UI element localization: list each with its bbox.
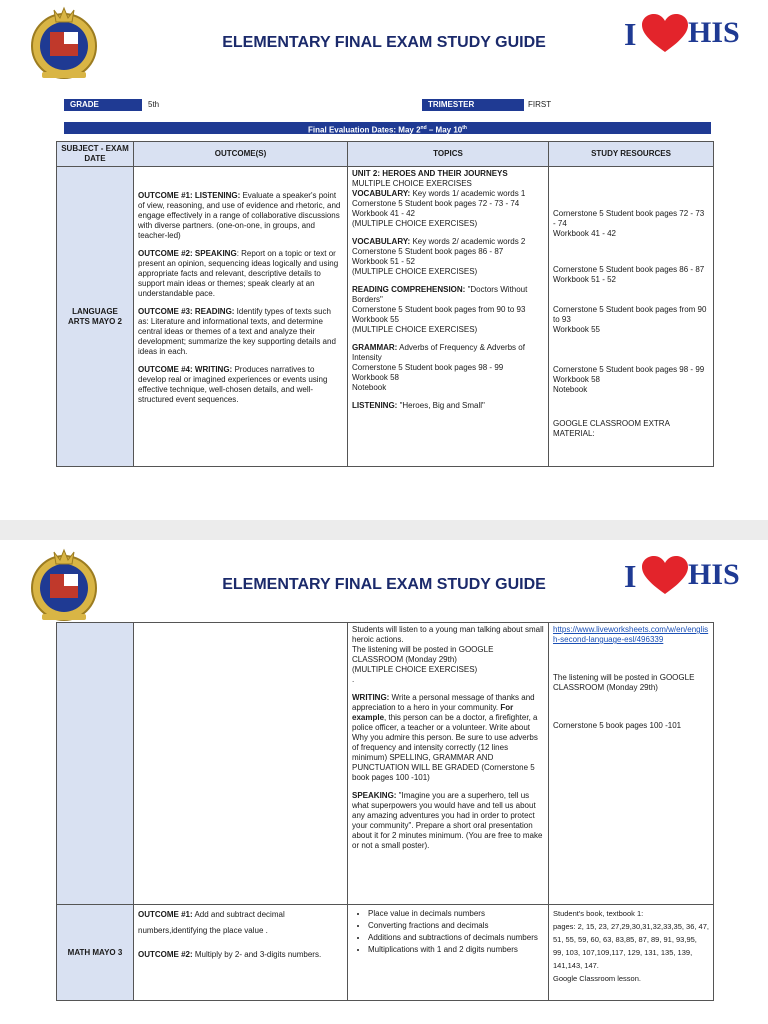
outcome-2-label: OUTCOME #2: SPEAKING — [138, 249, 237, 258]
logo-i-letter: I — [624, 558, 637, 594]
vocab-1-text: Key words 1/ academic words 1 — [410, 189, 526, 198]
resource-line: Workbook 51 - 52 — [553, 275, 616, 284]
logo-i-letter: I — [624, 16, 637, 52]
outcome-2-text: : Report on a topic or text or present an opinion, sequencing ideas logically and using appropriate facts and relevant, descriptive details to support main ideas or themes; speak clearly at an understandable pace. — [138, 249, 339, 298]
grade-value: 5th — [148, 100, 160, 109]
math-topics-list — [352, 909, 544, 955]
i-love-his-logo — [620, 556, 750, 598]
list-item: • Place value in decimals numbers — [368, 909, 544, 919]
topic-vocab-2 — [352, 237, 544, 277]
topic-grammar — [352, 343, 544, 393]
reading-line: Cornerstone 5 Student book pages from 90 to 93 — [352, 305, 526, 314]
outcome-1 — [138, 191, 343, 241]
reading-line: Workbook 55 — [352, 315, 399, 324]
vocab-2-label: VOCABULARY: — [352, 237, 411, 246]
outcome-3 — [138, 307, 343, 357]
math-outcome-1 — [138, 907, 343, 939]
subject-cell — [57, 167, 134, 467]
grammar-label: GRAMMAR: — [352, 343, 398, 352]
resource-line: Workbook 55 — [553, 325, 600, 334]
resource-line: Cornerstone 5 Student book pages from 90 to 93 — [553, 305, 707, 324]
language-arts-table — [56, 141, 714, 467]
listening-description: Students will listen to a young man talking about small heroic actions. — [352, 625, 544, 644]
math-resource-pages: pages: 2, 15, 23, 27,29,30,31,32,33,35, 36, 47, 51, 55, 59, 60, 63, 83,85, 87, 89, 91, 93,95, 99, 103, 107,109,117, 129, 131, 135, 139, 141,143, 147. — [553, 922, 709, 970]
math-outcome-2-label: OUTCOME #2: — [138, 950, 193, 959]
grammar-text: Adverbs of Frequency & Adverbs of Intensity — [352, 343, 525, 362]
grammar-line: Notebook — [352, 383, 387, 392]
page-title: ELEMENTARY FINAL EXAM STUDY GUIDE — [222, 576, 546, 593]
outcome-4 — [138, 365, 343, 405]
outcome-3-text: Identify types of texts such as: Literature and informational texts, and determine central ideas or themes of a text and analyze their development; summarize the key supporting details and ideas in each. — [138, 307, 336, 356]
writing-label: WRITING: — [352, 693, 390, 702]
listening-label: LISTENING: — [352, 401, 398, 410]
vocab-1-line: (MULTIPLE CHOICE EXERCISES) — [352, 219, 478, 228]
listening-posted: The listening will be posted in GOOGLE CLASSROOM (Monday 29th) — [352, 645, 494, 664]
topic-listening — [352, 401, 544, 411]
resource-book: Cornerstone 5 book pages 100 -101 — [553, 721, 682, 730]
outcome-2 — [138, 249, 343, 299]
resource-line: Workbook 58 — [553, 375, 600, 384]
reading-line: (MULTIPLE CHOICE EXERCISES) — [352, 325, 478, 334]
heart-icon — [642, 556, 688, 596]
heart-icon — [642, 14, 688, 54]
math-outcome-2-text: Multiply by 2- and 3-digits numbers. — [192, 950, 322, 959]
writing-text-cont: , this person can be a doctor, a firefighter, a police officer, a teacher or a volunteer. Write about Why you admire this person. Be sure to use adverbs of frequency and intensity correctly (12 lines minimum) SPELLING, GRAMMAR AND PUNCTUATION WILL BE GRADED (Cornerstone 5 book pages 100 -101) — [352, 713, 538, 782]
table-row — [57, 623, 714, 905]
list-item: • Converting fractions and decimals — [368, 921, 544, 931]
outcome-3-label: OUTCOME #3: READING: — [138, 307, 235, 316]
table-row — [57, 905, 714, 1001]
grade-bar — [64, 99, 711, 111]
subject-label: LANGUAGE ARTS MAYO 2 — [68, 306, 122, 326]
math-resource-book: Student's book, textbook 1: — [553, 909, 644, 918]
topics-cell — [348, 167, 549, 467]
topics-cell — [348, 905, 549, 1001]
listening-text: "Heroes, Big and Small" — [397, 401, 485, 410]
outcome-4-text: Produces narratives to develop real or imagined experiences or events using effective technique, well-chosen details, and well-structured event sequences. — [138, 365, 328, 404]
resource-line: Cornerstone 5 Student book pages 72 - 73 - 74 — [553, 209, 705, 228]
subject-cell — [57, 623, 134, 905]
math-outcome-1-text: Add and subtract decimal numbers,identifying the place value . — [138, 910, 285, 935]
outcome-4-label: OUTCOME #4: WRITING: — [138, 365, 233, 374]
page-separator — [0, 520, 768, 540]
reading-label: READING COMPREHENSION: — [352, 285, 466, 294]
grammar-line: Cornerstone 5 Student book pages 98 - 99 — [352, 363, 504, 372]
resources-cell — [549, 623, 714, 905]
listening-dot: . — [352, 675, 355, 684]
vocab-2-line: (MULTIPLE CHOICE EXERCISES) — [352, 267, 478, 276]
vocab-1-label: VOCABULARY: — [352, 189, 411, 198]
trimester-value: FIRST — [528, 100, 552, 109]
writing-text: Write a personal message of thanks and appreciation to a hero in your community. — [352, 693, 535, 712]
outcome-1-label: OUTCOME #1: LISTENING: — [138, 191, 241, 200]
topic-writing — [352, 693, 544, 783]
page-2 — [0, 540, 768, 1024]
table-row — [57, 167, 714, 467]
header-subject: SUBJECT - EXAM DATE — [57, 142, 134, 167]
grade-label: GRADE — [64, 99, 142, 111]
outcome-1-text: Evaluate a speaker's point of view, reasoning, and use of evidence and rhetoric, and engage effectively in a range of collaborative discussions with diverse partners. (one-on-one, in groups, and teacher-led) — [138, 191, 341, 240]
subject-cell — [57, 905, 134, 1001]
outcomes-cell — [134, 167, 348, 467]
resource-listening-posted: The listening will be posted in GOOGLE CLASSROOM (Monday 29th) — [553, 673, 695, 692]
speaking-label: SPEAKING: — [352, 791, 397, 800]
vocab-1-line: Workbook 41 - 42 — [352, 209, 415, 218]
evaluation-dates: Final Evaluation Dates: May 2nd – May 10th — [64, 122, 711, 134]
speaking-text: "Imagine you are a superhero, tell us what superpowers you would have and tell us about any amazing adventures you had in order to protect your community". Prepare a short oral presentation about it for 2 minutes minimum. (You are free to make or not a small poster). — [352, 791, 543, 850]
liveworksheets-link[interactable]: https://www.liveworksheets.com/w/en/english-second-language-esl/496339 — [553, 625, 709, 644]
reading-text: "Doctors Without Borders" — [352, 285, 528, 304]
vocab-2-line: Cornerstone 5 Student book pages 86 - 87 — [352, 247, 504, 256]
page-title: ELEMENTARY FINAL EXAM STUDY GUIDE — [222, 34, 546, 51]
resource-line: Notebook — [553, 385, 588, 394]
resource-line: Cornerstone 5 Student book pages 86 - 87 — [553, 265, 705, 274]
resources-cell — [549, 167, 714, 467]
header-outcomes: OUTCOME(S) — [134, 142, 348, 167]
logo-his-letters: HIS — [688, 16, 740, 49]
list-item: • Additions and subtractions of decimals numbers — [368, 933, 544, 943]
resource-line: Cornerstone 5 Student book pages 98 - 99 — [553, 365, 705, 374]
topics-cell — [348, 623, 549, 905]
grammar-line: Workbook 58 — [352, 373, 399, 382]
topic-vocab-1 — [352, 189, 544, 229]
table-header-row — [57, 142, 714, 167]
list-item: • Multiplications with 1 and 2 digits numbers — [368, 945, 544, 955]
vocab-2-line: Workbook 51 - 52 — [352, 257, 415, 266]
topic-speaking — [352, 791, 544, 851]
listening-mc: (MULTIPLE CHOICE EXERCISES) — [352, 665, 478, 674]
topic-reading — [352, 285, 544, 335]
continuation-table — [56, 622, 714, 1001]
outcomes-cell — [134, 623, 348, 905]
unit-title: UNIT 2: HEROES AND THEIR JOURNEYS — [352, 169, 508, 178]
vocab-1-line: Cornerstone 5 Student book pages 72 - 73 - 74 — [352, 199, 520, 208]
math-subject-label: MATH MAYO 3 — [67, 947, 123, 957]
math-resource-classroom: Google Classroom lesson. — [553, 974, 641, 983]
resources-cell — [549, 905, 714, 1001]
unit-subtitle: MULTIPLE CHOICE EXERCISES — [352, 179, 472, 188]
outcomes-cell — [134, 905, 348, 1001]
header-topics: TOPICS — [348, 142, 549, 167]
vocab-2-text: Key words 2/ academic words 2 — [410, 237, 526, 246]
math-outcome-1-label: OUTCOME #1: — [138, 910, 193, 919]
trimester-label: TRIMESTER — [422, 99, 524, 111]
logo-his-letters: HIS — [688, 558, 740, 591]
resource-line: GOOGLE CLASSROOM EXTRA MATERIAL: — [553, 419, 670, 438]
writing-example: For example — [352, 703, 514, 722]
math-outcome-2 — [138, 947, 343, 963]
header-resources: STUDY RESOURCES — [549, 142, 714, 167]
resource-line: Workbook 41 - 42 — [553, 229, 616, 238]
i-love-his-logo — [620, 14, 750, 56]
